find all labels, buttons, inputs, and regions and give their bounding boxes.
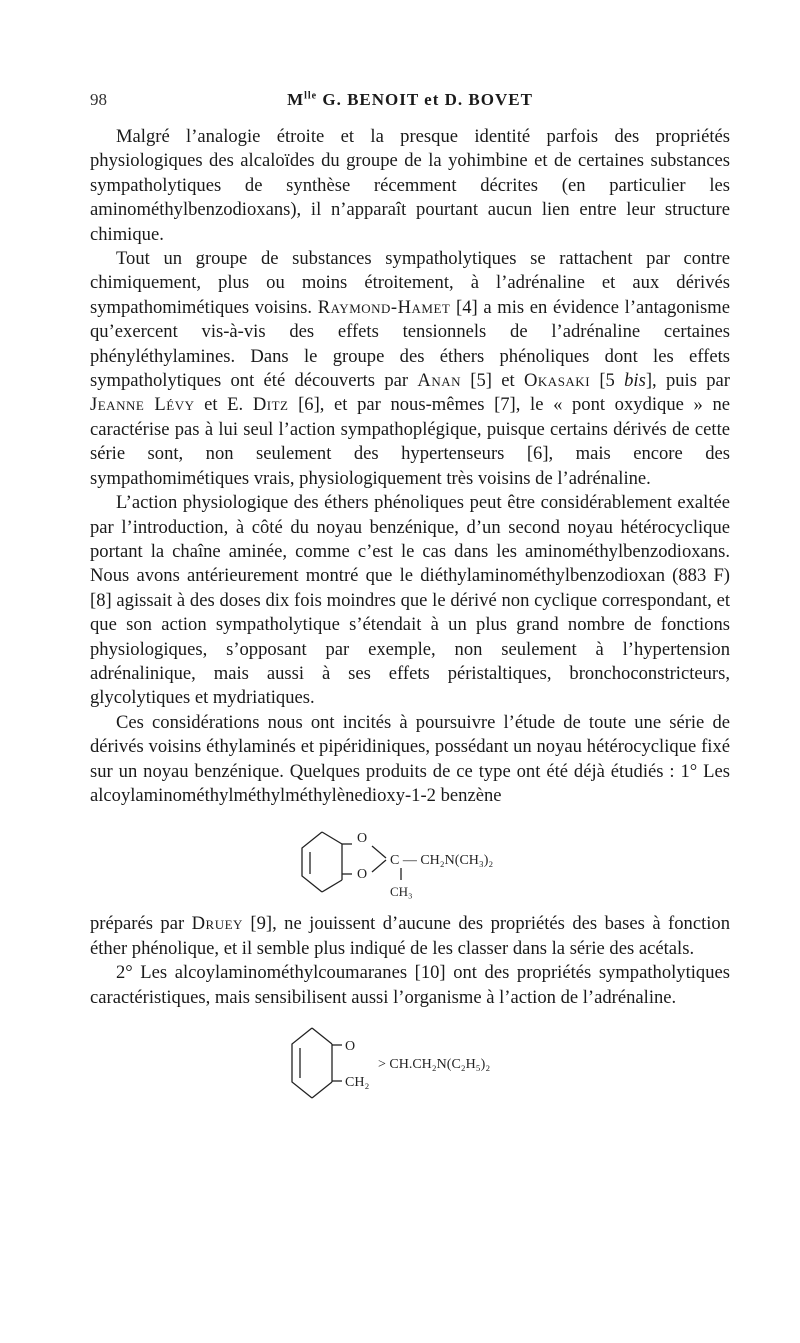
author-ref: Anan: [417, 370, 461, 392]
author-ref: Jeanne Lévy: [90, 394, 195, 416]
oxygen-bottom: O: [357, 867, 368, 883]
chemical-formula-1: [90, 818, 730, 904]
article-body: [90, 125, 730, 1110]
text-run: ], puis par: [645, 370, 731, 392]
oxygen-atom: O: [345, 1039, 356, 1054]
text-run: préparés par: [90, 913, 192, 935]
text-run: et E.: [194, 394, 253, 416]
italic-text: bis: [624, 370, 646, 392]
page-number: 98: [90, 90, 107, 109]
text-run: [5] et: [460, 370, 524, 392]
formula-1-drawing: [90, 818, 730, 904]
page-header: [90, 90, 730, 116]
text-run: [4] a mis en évidence l’antagonisme qu’exercent vis-à-vis des effets tensionnels de l’adrénaline certaines phényléthylamines. Dans le groupe des éthers phénoliques dont les effets sympatholytiques ont été découverts par: [90, 296, 730, 392]
benzene-ring-1: [302, 832, 401, 892]
paragraph-2: [90, 247, 730, 491]
paragraph-1: Malgré l’analogie étroite et la presque identité parfois des propriétés physiologiques des alcaloïdes du groupe de la yohimbine et de certaines substances sympatholytiques de synthèse récemment décrites (en particulier les aminométhylbenzodioxans), il n’apparaît pourtant aucun lien entre leur structure chimique.: [90, 126, 730, 245]
author-ref: Raymond-Hamet: [317, 296, 451, 318]
author-names: G. BENOIT et D. BOVET: [317, 90, 533, 109]
chemical-formula-2: [90, 1018, 730, 1110]
text-run: [5: [590, 370, 625, 392]
author-ref: Okasaki: [523, 370, 591, 392]
methyl-group: CH₃: [390, 884, 413, 900]
paragraph-6: 2° Les alcoylaminométhylcoumaranes [10] ont des propriétés sympatholytiques caractéristiques, mais sensibilisent aussi l’organisme à l’action de l’adrénaline.: [90, 962, 730, 1008]
formula-2-drawing: [90, 1018, 730, 1110]
paragraph-4: Ces considérations nous ont incités à poursuivre l’étude de toute une série de dérivés voisins éthylaminés et pipéridiniques, possédant un noyau hétérocyclique fixé sur un noyau benzénique. Quelques produits de ce type ont été déjà étudiés : 1° Les alcoylaminométhylméthylméthylènedioxy-1-2 benzène: [90, 711, 730, 806]
author-ref: Ditz: [252, 394, 289, 416]
author-ref: Druey: [191, 913, 243, 935]
text-run: [9], ne jouissent d’aucune des propriétés des bases à fonction éther phénolique, et il semble plus indiqué de les classer dans la série des acétals.: [90, 913, 730, 959]
author-prefix: M: [287, 90, 305, 109]
paragraph-5: [90, 912, 730, 961]
oxygen-top: O: [357, 831, 368, 847]
side-chain: > CH.CH₂N(C₂H₅)₂: [378, 1057, 491, 1072]
aminomethyl-group: C — CH₂N(CH₃)₂: [390, 853, 494, 869]
text-run: [6], et par nous-mêmes [7], le « pont oxydique » ne caractérise pas à lui seul l’action sympathoplégique, puisque certains dérivés de cette série sont, non seulement des hypertenseurs [6], mais encore des sympathomimétiques vrais, physiologiquement très voisins de l’adrénaline.: [90, 394, 730, 489]
methylene-group: CH₂: [345, 1075, 370, 1090]
running-title: [90, 90, 730, 110]
author-sup: lle: [304, 90, 318, 102]
text-run: Tout un groupe de substances sympatholytiques se rattachent par contre chimiquement, plus ou moins étroitement, à l’adrénaline et aux dérivés sympathomimétiques voisins.: [90, 248, 730, 318]
benzene-ring-2: [292, 1028, 342, 1098]
paragraph-3: L’action physiologique des éthers phénoliques peut être considérablement exaltée par l’introduction, à côté du noyau benzénique, d’un second noyau hétérocyclique portant la chaîne aminée, comme c’est le cas dans les aminométhylbenzodioxans. Nous avons antérieurement montré que le diéthylaminométhylbenzodioxan (883 F) [8] agissait à des doses dix fois moindres que le dérivé non cyclique correspondant, et que son action sympatholytique s’étendait à un plus grand nombre de fonctions physiologiques, s’opposant par exemple, non seulement à l’hypertension adrénalinique, mais aussi à ses effets péristaltiques, bronchoconstricteurs, glycolytiques et mydriatiques.: [90, 492, 730, 709]
